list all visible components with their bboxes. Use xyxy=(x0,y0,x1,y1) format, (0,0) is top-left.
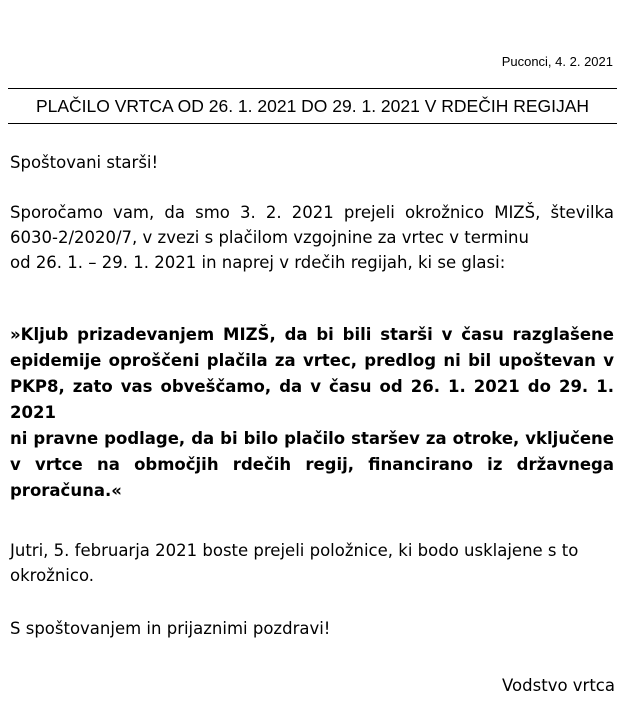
title-box xyxy=(8,88,617,124)
notice-line: Jutri, 5. februarja 2021 boste prejeli položnice, ki bodo usklajene s to xyxy=(10,541,579,560)
greeting: Spoštovani starši! xyxy=(10,153,159,172)
notice-paragraph xyxy=(10,538,614,588)
quote-line: »Kljub prizadevanjem MIZŠ, da bi bili starši v času razglašene xyxy=(10,325,614,344)
closing: S spoštovanjem in prijaznimi pozdravi! xyxy=(10,619,331,638)
intro-line: od 26. 1. – 29. 1. 2021 in naprej v rdečih regijah, ki se glasi: xyxy=(10,253,506,272)
quote-line: epidemije oproščeni plačila za vrtec, predlog ni bil upoštevan v xyxy=(10,351,614,370)
letter-title: PLAČILO VRTCA OD 26. 1. 2021 DO 29. 1. 2021 V RDEČIH REGIJAH xyxy=(35,95,590,116)
quoted-circular xyxy=(10,322,614,504)
intro-paragraph xyxy=(10,200,614,275)
intro-line: 6030-2/2020/7, v zvezi s plačilom vzgojnine za vrtec v terminu xyxy=(10,228,529,247)
signature: Vodstvo vrtca xyxy=(502,676,615,695)
place-date: Puconci, 4. 2. 2021 xyxy=(501,54,613,69)
quote-line: ni pravne podlage, da bi bilo plačilo staršev za otroke, vključene xyxy=(10,429,614,448)
quote-line: PKP8, zato vas obveščamo, da v času od 26. 1. 2021 do 29. 1. 2021 xyxy=(10,377,614,422)
quote-line: proračuna.« xyxy=(10,481,122,500)
intro-line: Sporočamo vam, da smo 3. 2. 2021 prejeli okrožnico MIZŠ, številka xyxy=(10,203,614,222)
quote-line: v vrtce na območjih rdečih regij, financirano iz državnega xyxy=(10,455,614,474)
notice-line: okrožnico. xyxy=(10,566,94,585)
